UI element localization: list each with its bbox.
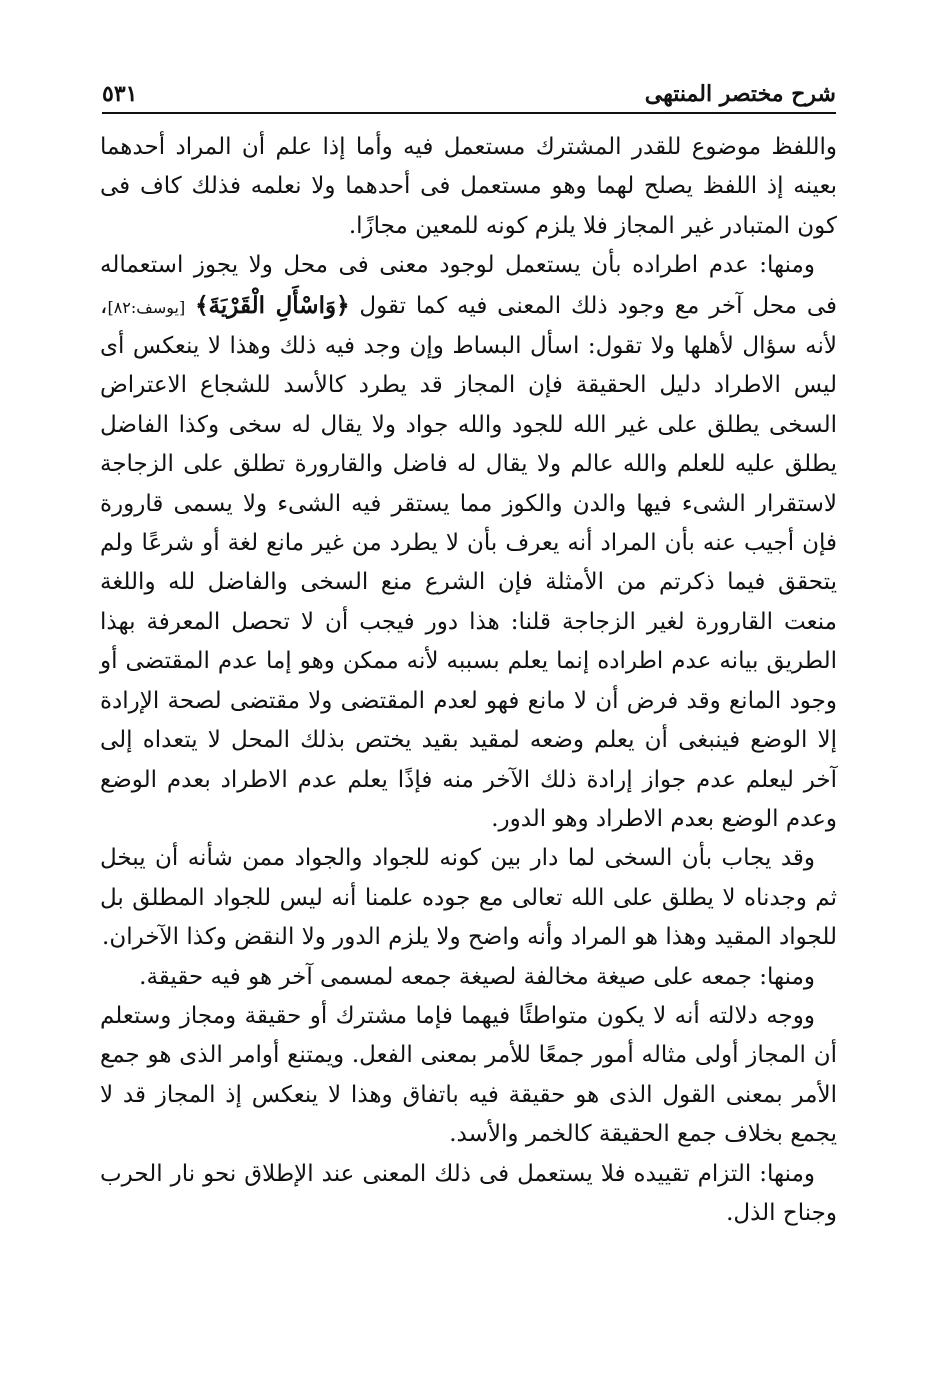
body-text [100,128,837,1233]
running-title: شرح مختصر المنتهى [644,81,836,107]
paragraph-5: ووجه دلالته أنه لا يكون متواطئًا فيهما فإما مشترك أو حقيقة ومجاز وستعلم أن المجاز أولى مثاله أمور جمعًا للأمر بمعنى الفعل. ويمتنع أوامر الذى هو جمع الأمر بمعنى القول الذى هو حقيقة فيه باتفاق وهذا لا ينعكس إذ المجاز قد لا يجمع بخلاف جمع الحقيقة كالخمر والأسد. [100,1002,837,1148]
paragraph-6: ومنها: التزام تقييده فلا يستعمل فى ذلك المعنى عند الإطلاق نحو نار الحرب وجناح الذل. [100,1160,837,1226]
paragraph-4: ومنها: جمعه على صيغة مخالفة لصيغة جمعه لمسمى آخر هو فيه حقيقة. [139,963,815,990]
header-divider [102,112,836,114]
quran-quote: ﴿وَاسْأَلِ الْقَرْيَةَ﴾ [195,291,350,319]
paragraph-2-lead: ومنها: عدم اطراده بأن يستعمل لوجود معنى فى محل ولا يجوز استعماله فى محل آخر مع وجود ذلك المعنى فيه كما تقول [100,252,837,319]
paragraph-3: وقد يجاب بأن السخى لما دار بين كونه للجواد والجواد ممن شأنه أن يبخل ثم وجدناه لا يطلق على الله تعالى مع جوده علمنا أنه ليس للجواد المطلق بل للجواد المقيد وهذا هو المراد وأنه واضح ولا يلزم الدور ولا النقض وكذا الآخران. [100,845,837,951]
page-header [102,76,836,112]
paragraph-1: واللفظ موضوع للقدر المشترك مستعمل فيه وأما إذا علم أن المراد أحدهما بعينه إذ اللفظ يصلح لهما وهو مستعمل فى أحدهما ولا نعلمه فذلك كاف فى كون المتبادر غير المجاز فلا يلزم كونه للمعين مجازًا. [100,134,837,239]
paragraph-2 [100,246,837,839]
paragraph-2-rest: ، لأنه سؤال لأهلها ولا تقول: اسأل البساط وإن وجد فيه ذلك وهذا لا ينعكس أى ليس الاطراد دليل الحقيقة فإن المجاز قد يطرد كالأسد للشجاع الاعتراض السخى يطلق على غير الله للجود والله جواد ولا يقال له سخى وكذا الفاضل يطلق عليه للعلم والله عالم ولا يقال له فاضل والقارورة تطلق على الزجاجة لاستقرار الشىء فيها والدن والكوز مما يستقر فيه الشىء ولا يسمى قارورة فإن أجيب عنه بأن المراد أنه يعرف بأن لا يطرد من غير مانع لغة أو شرعًا ولم يتحقق فيما ذكرتم من الأمثلة فإن الشرع منع السخى والفاضل لله واللغة منعت القارورة لغير الزجاجة قلنا: هذا دور فيجب أن لا تحصل المعرفة بهذا الطريق بيانه عدم اطراده إنما يعلم بسببه لأنه ممكن وهو إما عدم المقتضى أو وجود المانع وقد فرض أن لا مانع فهو لعدم المقتضى ولا مقتضى لصحة الإرادة إلا الوضع فينبغى أن يعلم وضعه لمقيد بقيد يختص بذلك المحل لا يتعداه إلى آخر ليعلم عدم جواز إرادة ذلك الآخر منه فإذًا يعلم عدم الاطراد بعدم الوضع وعدم الوضع بعدم الاطراد وهو الدور. [100,292,837,832]
verse-reference: [يوسف:٨٢] [107,297,186,317]
page-number: ٥٣١ [102,81,138,107]
